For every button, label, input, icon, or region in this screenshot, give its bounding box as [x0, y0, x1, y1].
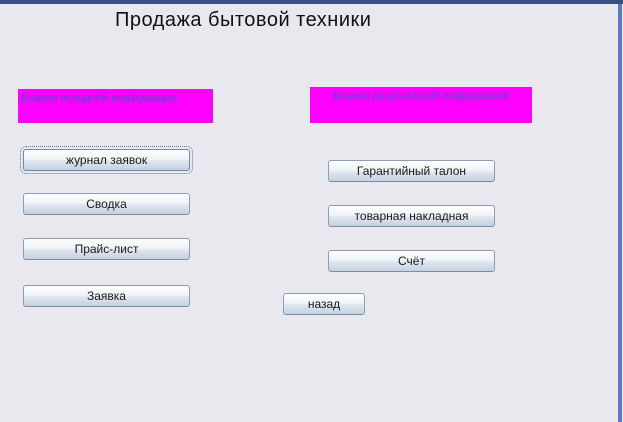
journal-zayavok-button[interactable]: журнал заявок [23, 149, 190, 171]
result-forms-header: Бланки результатной информации [310, 87, 532, 123]
schet-button[interactable]: Счёт [328, 250, 495, 272]
source-forms-header: Бланки исходной информации [18, 89, 213, 123]
price-list-button[interactable]: Прайс-лист [23, 238, 190, 260]
goods-invoice-button[interactable]: товарная накладная [328, 205, 495, 227]
warranty-card-button[interactable]: Гарантийный талон [328, 160, 495, 182]
zayavka-button[interactable]: Заявка [23, 285, 190, 307]
svodka-button[interactable]: Сводка [23, 193, 190, 215]
window-right-border [618, 4, 622, 422]
back-button[interactable]: назад [283, 293, 365, 315]
page-title: Продажа бытовой техники [115, 9, 372, 31]
window-top-border [0, 0, 623, 4]
